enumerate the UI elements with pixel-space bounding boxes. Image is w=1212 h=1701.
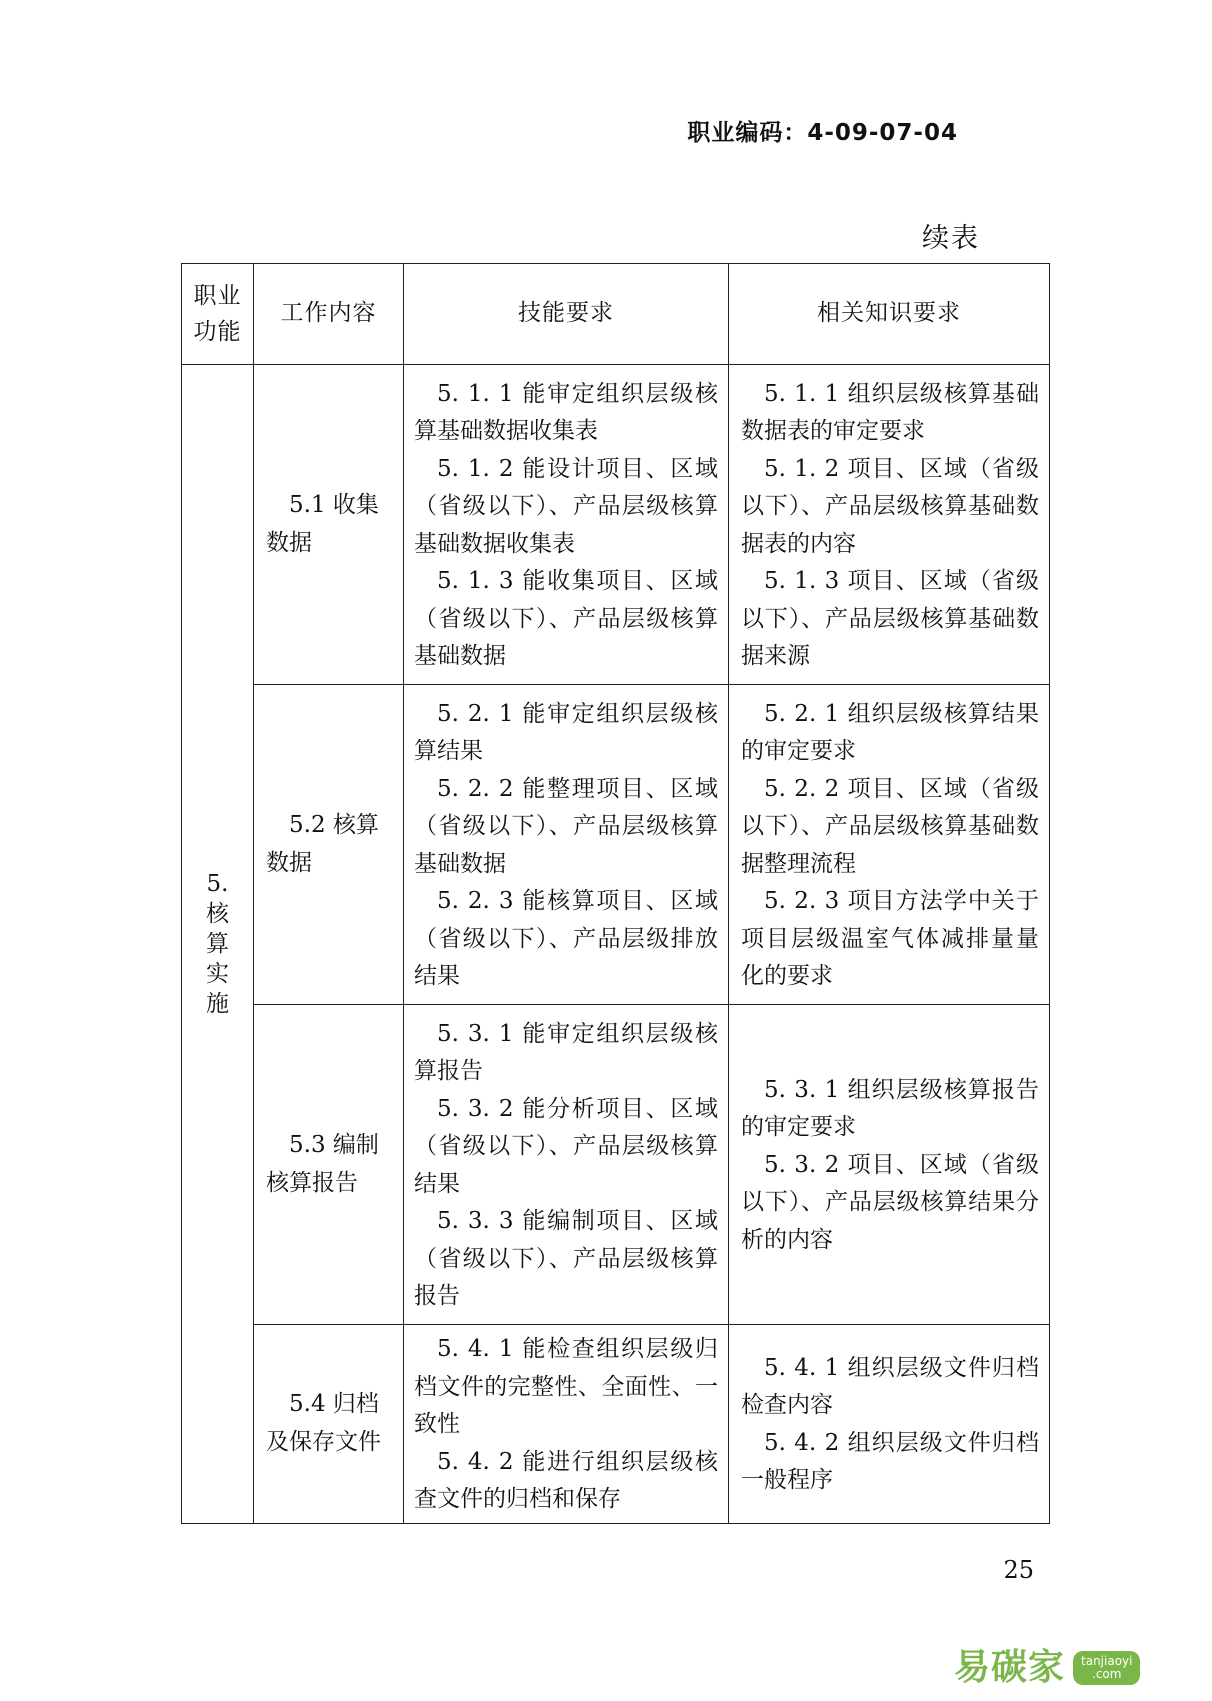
work-content-cell — [254, 1005, 404, 1325]
work-content-cell — [254, 685, 404, 1005]
skill-item: 5. 3. 2 能分析项目、区域（省级以下）、产品层级核算结果 — [414, 1095, 718, 1197]
work-content-cell — [254, 1325, 404, 1524]
function-char: 施 — [206, 990, 229, 1017]
skill-item: 5. 4. 1 能检查组织层级归档文件的完整性、全面性、一致性 — [414, 1336, 718, 1437]
header-function-line1: 职业 — [193, 283, 242, 309]
knowledge-item: 5. 1. 1 组织层级核算基础数据表的审定要求 — [741, 380, 1039, 444]
skill-item: 5. 1. 3 能收集项目、区域（省级以下）、产品层级核算基础数据 — [414, 568, 718, 669]
watermark-domain-line2: .com — [1092, 1667, 1122, 1681]
watermark-domain-line1: tanjiaoyi — [1081, 1653, 1133, 1668]
occupation-code: 职业编码：4-09-07-04 — [687, 120, 958, 146]
page-number: 25 — [1003, 1556, 1034, 1584]
skill-item: 5. 1. 2 能设计项目、区域（省级以下）、产品层级核算基础数据收集表 — [414, 455, 718, 557]
knowledge-item: 5. 2. 2 项目、区域（省级以下）、产品层级核算基础数据整理流程 — [741, 775, 1039, 877]
table-row — [182, 1005, 1050, 1325]
watermark-brand: 易碳家 — [954, 1647, 1066, 1688]
knowledge-item: 5. 4. 1 组织层级文件归档检查内容 — [741, 1354, 1039, 1419]
knowledge-item: 5. 1. 2 项目、区域（省级以下）、产品层级核算基础数据表的内容 — [741, 455, 1039, 557]
knowledge-item: 5. 4. 2 组织层级文件归档一般程序 — [741, 1429, 1039, 1494]
header-function-line2: 功能 — [193, 319, 242, 345]
knowledge-item: 5. 1. 3 项目、区域（省级以下）、产品层级核算基础数据来源 — [741, 568, 1039, 669]
watermark-logo — [954, 1643, 1204, 1693]
skill-cell — [404, 1325, 729, 1524]
knowledge-item: 5. 3. 1 组织层级核算报告的审定要求 — [741, 1076, 1039, 1141]
table-row — [182, 685, 1050, 1005]
skill-item: 5. 2. 1 能审定组织层级核算结果 — [414, 700, 718, 764]
table-row — [182, 365, 1050, 685]
function-char: 算 — [206, 930, 229, 957]
skill-cell — [404, 1005, 729, 1325]
skills-table — [181, 263, 1050, 1524]
knowledge-cell — [729, 1005, 1050, 1325]
skill-item: 5. 4. 2 能进行组织层级核查文件的归档和保存 — [414, 1448, 718, 1512]
skill-item: 5. 1. 1 能审定组织层级核算基础数据收集表 — [414, 380, 718, 444]
knowledge-item: 5. 2. 3 项目方法学中关于项目层级温室气体减排量量化的要求 — [741, 888, 1039, 989]
header-function — [182, 264, 254, 365]
continued-table-label: 续表 — [922, 223, 980, 254]
header-work-content: 工作内容 — [254, 264, 404, 365]
work-content-text: 5.3 编制核算报告 — [266, 1132, 379, 1196]
skill-item: 5. 2. 3 能核算项目、区域（省级以下）、产品层级排放结果 — [414, 888, 718, 989]
work-content-text: 5.4 归档及保存文件 — [266, 1391, 381, 1455]
work-content-text: 5.1 收集数据 — [266, 492, 379, 556]
header-knowledge-requirements: 相关知识要求 — [729, 264, 1050, 365]
skill-item: 5. 3. 1 能审定组织层级核算报告 — [414, 1020, 718, 1084]
watermark-domain-badge — [1073, 1651, 1140, 1685]
skill-cell — [404, 365, 729, 685]
skill-cell — [404, 685, 729, 1005]
header-skill-requirements: 技能要求 — [404, 264, 729, 365]
knowledge-cell — [729, 365, 1050, 685]
knowledge-item: 5. 3. 2 项目、区域（省级以下）、产品层级核算结果分析的内容 — [741, 1151, 1039, 1253]
function-char: 实 — [206, 960, 229, 987]
work-content-cell — [254, 365, 404, 685]
skill-item: 5. 3. 3 能编制项目、区域（省级以下）、产品层级核算报告 — [414, 1208, 718, 1309]
table-row — [182, 1325, 1050, 1524]
function-number: 5. — [206, 870, 229, 897]
work-content-text: 5.2 核算数据 — [266, 812, 379, 876]
knowledge-item: 5. 2. 1 组织层级核算结果的审定要求 — [741, 700, 1039, 764]
table-header-row — [182, 264, 1050, 365]
knowledge-cell — [729, 1325, 1050, 1524]
function-char: 核 — [206, 900, 229, 927]
function-cell — [182, 365, 254, 1524]
knowledge-cell — [729, 685, 1050, 1005]
skill-item: 5. 2. 2 能整理项目、区域（省级以下）、产品层级核算基础数据 — [414, 775, 718, 877]
